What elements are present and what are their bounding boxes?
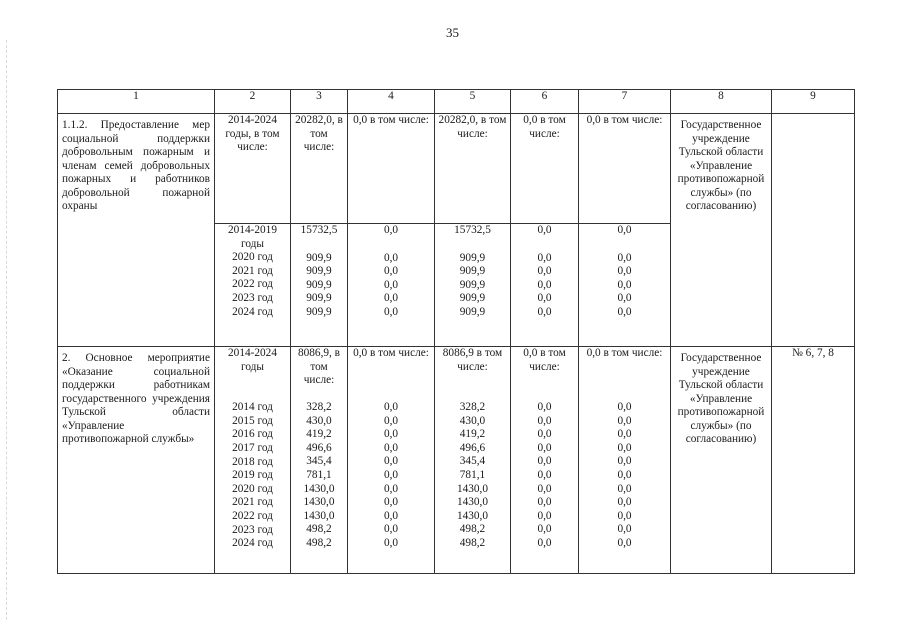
value-item: 0,0 xyxy=(617,414,632,427)
value-item: 909,9 xyxy=(459,305,486,318)
program-table xyxy=(57,89,855,574)
value-list xyxy=(511,347,579,574)
value-item: 0,0 xyxy=(617,305,632,318)
value-item: 328,2 xyxy=(459,401,486,413)
value-item: 0,0 xyxy=(537,305,552,318)
period-item: 2021 год xyxy=(232,496,273,509)
value-item: 419,2 xyxy=(306,428,332,441)
value-item: 0,0 xyxy=(383,224,399,236)
value-item: 0,0 xyxy=(383,401,399,413)
value-item: 0,0 xyxy=(383,536,399,549)
value-item: 0,0 xyxy=(537,441,552,454)
period-item: 2015 год xyxy=(232,414,273,427)
value-list xyxy=(291,347,348,574)
value-item: 1430,0 xyxy=(303,509,335,522)
value-item: 0,0 xyxy=(383,509,399,522)
value-item: 0,0 xyxy=(537,414,552,427)
table-row xyxy=(58,114,855,224)
value-item: 0,0 xyxy=(383,496,399,509)
value-item: 909,9 xyxy=(306,278,332,291)
value-item: 1430,0 xyxy=(456,509,489,522)
period-item: 2019 год xyxy=(232,469,273,482)
value-item: 0,0 xyxy=(617,401,632,413)
header-cell: 6 xyxy=(511,90,579,114)
period-item: 2017 год xyxy=(232,441,273,454)
value-item: 1430,0 xyxy=(303,496,335,509)
value-list xyxy=(348,224,435,347)
value-item: 909,9 xyxy=(306,292,332,305)
value-item: 909,9 xyxy=(459,251,486,264)
measure-description: 2. Основное мероприятие «Оказание социальной поддержки работникам государственного учреждения Тульской области «Управление противопожарной службы» xyxy=(58,347,215,574)
period-item: 2018 год xyxy=(232,455,273,468)
value-item: 1430,0 xyxy=(303,482,335,495)
value-item: 0,0 xyxy=(537,509,552,522)
total-cell: 8086,9, в том числе: xyxy=(297,347,341,387)
value-item: 909,9 xyxy=(459,265,486,278)
period-list xyxy=(215,224,291,347)
value-item: 0,0 xyxy=(617,482,632,495)
value-item: 909,9 xyxy=(306,305,332,318)
value-item: 0,0 xyxy=(617,251,632,264)
value-item: 498,2 xyxy=(306,536,332,549)
value-item: 0,0 xyxy=(383,428,399,441)
value-cell: 0,0 в том числе: xyxy=(353,347,429,359)
value-item: 1430,0 xyxy=(456,482,489,495)
period-item: 2023 год xyxy=(232,523,273,536)
value-item: 0,0 xyxy=(537,496,552,509)
value-item: 781,1 xyxy=(306,468,332,481)
value-item: 0,0 xyxy=(617,536,632,549)
indicator-cell xyxy=(772,114,855,347)
value-item: 430,0 xyxy=(306,414,332,427)
value-cell: 0,0 в том числе: xyxy=(511,114,579,224)
value-item: 0,0 xyxy=(617,455,632,468)
header-cell: 4 xyxy=(348,90,435,114)
value-cell: 0,0 в том числе: xyxy=(586,347,663,359)
value-item: 0,0 xyxy=(617,265,632,278)
value-item: 0,0 xyxy=(383,441,399,454)
value-item: 0,0 xyxy=(537,224,552,236)
value-item: 0,0 xyxy=(383,455,399,468)
value-item: 909,9 xyxy=(459,278,486,291)
value-item: 0,0 xyxy=(617,441,632,454)
value-item: 0,0 xyxy=(537,536,552,549)
header-cell: 3 xyxy=(291,90,348,114)
value-item: 0,0 xyxy=(537,428,552,441)
value-item: 0,0 xyxy=(383,305,399,318)
value-list xyxy=(435,347,511,574)
value-list xyxy=(291,224,348,347)
value-item: 0,0 xyxy=(383,482,399,495)
period-item: 2024 год xyxy=(232,537,273,550)
header-cell: 9 xyxy=(772,90,855,114)
period-item: 2016 год xyxy=(232,428,273,441)
value-item: 0,0 xyxy=(617,428,632,441)
period-item: 2023 год xyxy=(232,291,273,304)
value-item: 0,0 xyxy=(617,523,632,536)
value-list xyxy=(579,347,671,574)
value-cell: 8086,9 в том числе: xyxy=(442,347,503,373)
value-item: 0,0 xyxy=(537,468,552,481)
value-item: 0,0 xyxy=(537,482,552,495)
value-item: 909,9 xyxy=(459,292,486,305)
value-list xyxy=(348,347,435,574)
value-item: 498,2 xyxy=(459,536,486,549)
value-item: 0,0 xyxy=(383,251,399,264)
value-item: 0,0 xyxy=(617,224,632,236)
value-item: 419,2 xyxy=(459,428,486,441)
value-item: 0,0 xyxy=(537,292,552,305)
value-item: 0,0 xyxy=(383,265,399,278)
value-item: 0,0 xyxy=(537,401,552,413)
period-item: 2021 год xyxy=(232,264,273,277)
page-number: 35 xyxy=(446,25,459,40)
value-cell: 20282,0, в том числе: xyxy=(435,114,511,224)
value-item: 0,0 xyxy=(383,292,399,305)
header-cell: 7 xyxy=(579,90,671,114)
value-item: 0,0 xyxy=(383,468,399,481)
value-item: 0,0 xyxy=(383,278,399,291)
executor-cell: Государственное учреждение Тульской области «Управление противопожарной службы» (по согласованию) xyxy=(671,347,772,574)
value-list xyxy=(435,224,511,347)
value-item: 496,6 xyxy=(306,441,332,454)
period-total: 2014-2024 годы xyxy=(228,347,277,373)
period-item: 2022 год xyxy=(232,278,273,291)
total-cell: 20282,0, в том числе: xyxy=(291,114,348,224)
value-item: 345,4 xyxy=(459,455,486,468)
value-item: 15732,5 xyxy=(454,224,491,236)
indicator-cell: № 6, 7, 8 xyxy=(772,347,855,574)
value-item: 0,0 xyxy=(383,523,399,536)
value-cell: 0,0 в том числе: xyxy=(579,114,671,224)
value-item: 0,0 xyxy=(617,292,632,305)
period-item: 2014-2019 годы xyxy=(228,224,277,250)
header-row xyxy=(58,90,855,114)
value-item: 0,0 xyxy=(617,278,632,291)
period-item: 2014 год xyxy=(232,401,273,414)
period-list xyxy=(215,347,291,574)
period-item: 2020 год xyxy=(232,482,273,495)
period-cell: 2014-2024 годы, в том числе: xyxy=(215,114,291,224)
value-item: 781,1 xyxy=(459,468,486,481)
value-item: 0,0 xyxy=(537,278,552,291)
value-item: 0,0 xyxy=(617,496,632,509)
header-cell: 2 xyxy=(215,90,291,114)
value-item: 0,0 xyxy=(617,468,632,481)
value-item: 15732,5 xyxy=(300,224,338,236)
value-list xyxy=(511,224,579,347)
value-item: 909,9 xyxy=(306,265,332,278)
value-item: 0,0 xyxy=(537,251,552,264)
value-item: 0,0 xyxy=(537,455,552,468)
period-item: 2020 год xyxy=(232,251,273,264)
value-item: 0,0 xyxy=(537,265,552,278)
value-item: 498,2 xyxy=(306,523,332,536)
header-cell: 8 xyxy=(671,90,772,114)
value-item: 430,0 xyxy=(459,414,486,427)
value-item: 328,2 xyxy=(306,401,332,413)
value-item: 0,0 xyxy=(383,414,399,427)
page-edge-line xyxy=(6,40,7,620)
value-list xyxy=(579,224,671,347)
value-item: 0,0 xyxy=(617,509,632,522)
header-cell: 1 xyxy=(58,90,215,114)
measure-description: 1.1.2. Предоставление мер социальной поддержки добровольным пожарным и членам семей добровольных пожарных и работников добровольной пожарной охраны xyxy=(58,114,215,347)
period-item: 2022 год xyxy=(232,509,273,522)
value-item: 909,9 xyxy=(306,251,332,264)
value-item: 345,4 xyxy=(306,455,332,468)
value-item: 498,2 xyxy=(459,523,486,536)
period-item: 2024 год xyxy=(232,305,273,318)
value-cell: 0,0 в том числе: xyxy=(348,114,435,224)
header-cell: 5 xyxy=(435,90,511,114)
value-item: 0,0 xyxy=(537,523,552,536)
table-row xyxy=(58,347,855,574)
executor-cell: Государственное учреждение Тульской области «Управление противопожарной службы» (по согласованию) xyxy=(671,114,772,347)
value-item: 496,6 xyxy=(459,441,486,454)
value-cell: 0,0 в том числе: xyxy=(523,347,566,373)
value-item: 1430,0 xyxy=(456,496,489,509)
